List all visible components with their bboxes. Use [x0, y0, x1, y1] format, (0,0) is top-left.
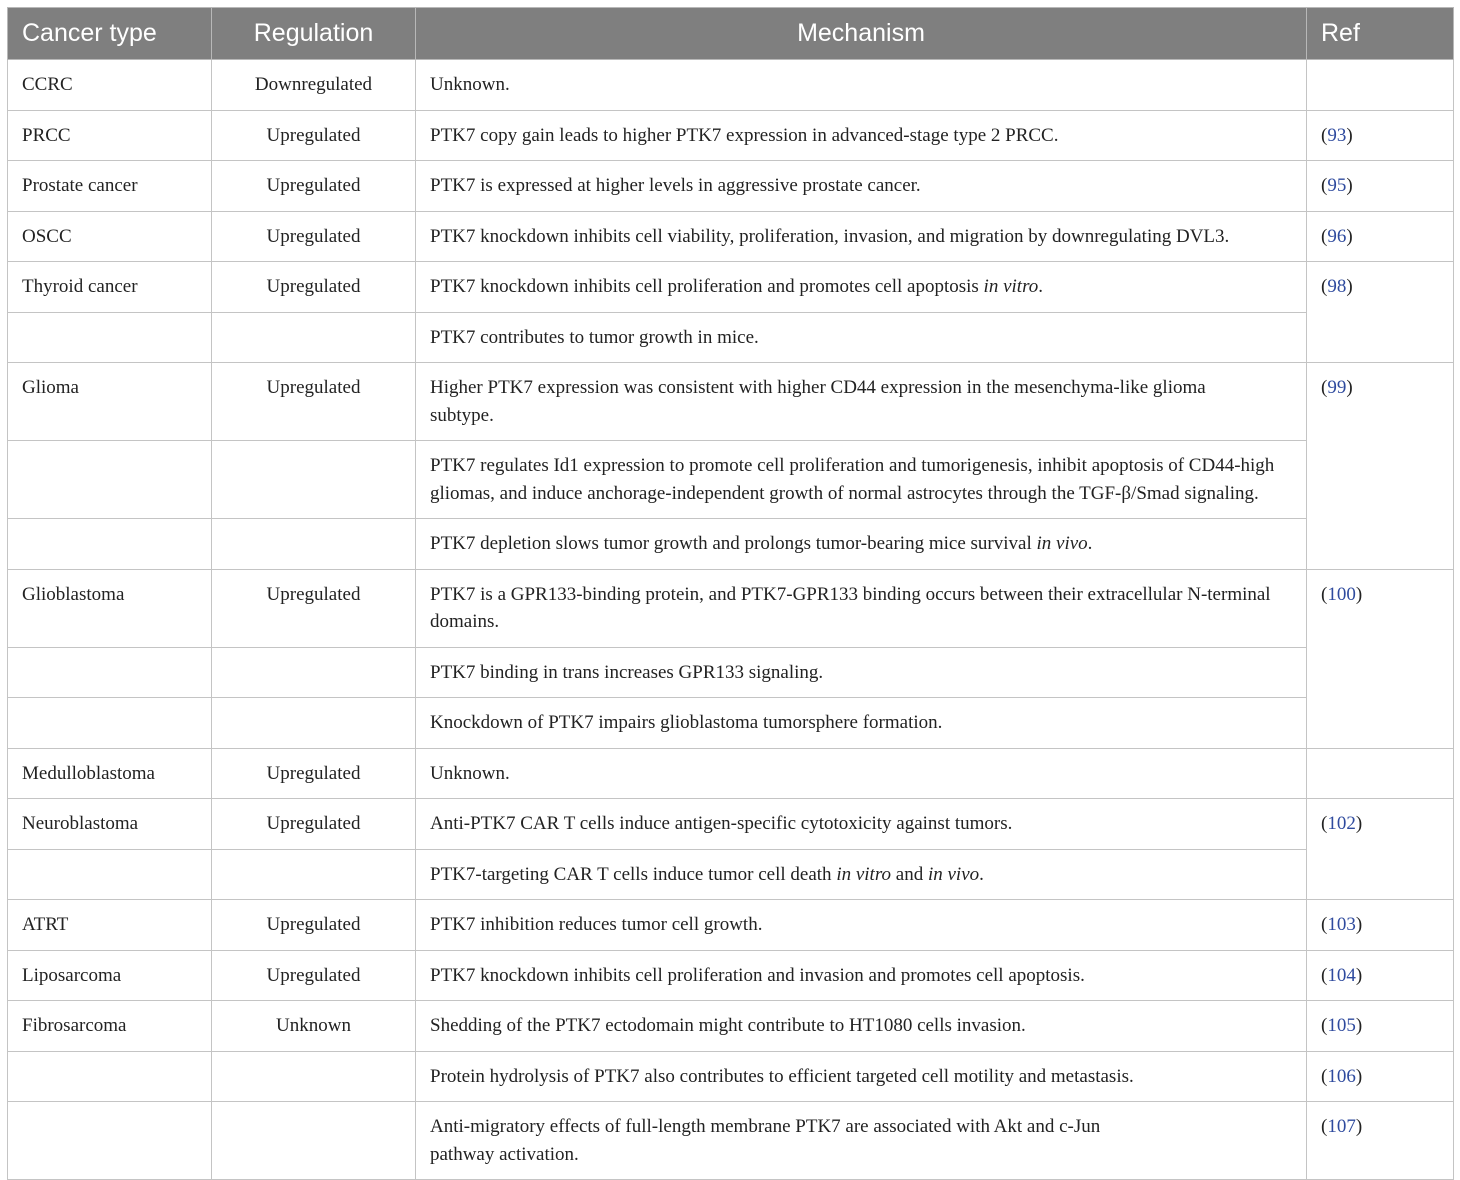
regulation-cell	[212, 441, 416, 519]
table-row	[8, 519, 1454, 570]
mechanism-cell: PTK7 is a GPR133-binding protein, and PTK7-GPR133 binding occurs between their extracellular N-terminal domains.	[416, 569, 1307, 647]
cancer-type-cell: Glioblastoma	[8, 569, 212, 647]
regulation-cell	[212, 698, 416, 749]
mechanism-text: PTK7 depletion slows tumor growth and prolongs tumor-bearing mice survival	[430, 533, 1037, 554]
reference-link[interactable]: 100	[1327, 583, 1356, 605]
ref-cell: (103)	[1307, 900, 1454, 951]
mechanism-cell	[416, 849, 1307, 900]
mechanism-cell: Anti-PTK7 CAR T cells induce antigen-specific cytotoxicity against tumors.	[416, 799, 1307, 850]
mechanism-cell: Shedding of the PTK7 ectodomain might contribute to HT1080 cells invasion.	[416, 1001, 1307, 1052]
cancer-type-cell: ATRT	[8, 900, 212, 951]
table-row	[8, 1001, 1454, 1052]
table-row	[8, 441, 1454, 519]
reference-link[interactable]: 103	[1327, 914, 1356, 935]
regulation-cell	[212, 647, 416, 698]
mechanism-italic: in vivo	[927, 863, 980, 885]
header-ref: Ref	[1307, 8, 1454, 60]
mechanism-text: .	[1038, 276, 1044, 297]
table-row	[8, 799, 1454, 850]
ref-cell: (98)	[1307, 262, 1454, 363]
table-row	[8, 748, 1454, 799]
mechanism-cell: Protein hydrolysis of PTK7 also contributes to efficient targeted cell motility and metastasis.	[416, 1051, 1307, 1102]
mechanism-cell: PTK7 contributes to tumor growth in mice.	[416, 312, 1307, 363]
cancer-type-cell: Glioma	[8, 363, 212, 441]
mechanism-cell: PTK7 inhibition reduces tumor cell growth.	[416, 900, 1307, 951]
regulation-cell: Upregulated	[212, 262, 416, 313]
mechanism-cell: PTK7 knockdown inhibits cell viability, proliferation, invasion, and migration by downregulating DVL3.	[416, 211, 1307, 262]
regulation-cell: Upregulated	[212, 799, 416, 850]
regulation-cell	[212, 1102, 416, 1180]
cancer-type-cell	[8, 1051, 212, 1102]
table-row	[8, 1102, 1454, 1180]
mechanism-cell: PTK7 knockdown inhibits cell proliferation and invasion and promotes cell apoptosis.	[416, 950, 1307, 1001]
regulation-cell: Upregulated	[212, 748, 416, 799]
cancer-type-cell	[8, 1102, 212, 1180]
mechanism-cell: Higher PTK7 expression was consistent with higher CD44 expression in the mesenchyma-like glioma subtype.	[416, 363, 1307, 441]
table-row	[8, 698, 1454, 749]
regulation-cell	[212, 1051, 416, 1102]
mechanism-cell: PTK7 binding in trans increases GPR133 signaling.	[416, 647, 1307, 698]
reference-link[interactable]: 93	[1327, 124, 1347, 146]
cancer-type-cell	[8, 849, 212, 900]
table-row	[8, 900, 1454, 951]
table-row	[8, 262, 1454, 313]
mechanism-cell: PTK7 regulates Id1 expression to promote cell proliferation and tumorigenesis, inhibit apoptosis of CD44-high gliomas, and induce anchorage-independent growth of normal astrocytes through the TGF-β/Smad signaling.	[416, 441, 1307, 519]
mechanism-cell: Unknown.	[416, 748, 1307, 799]
mechanism-italic: in vivo	[1036, 533, 1088, 554]
table-row	[8, 110, 1454, 161]
cancer-type-cell: Neuroblastoma	[8, 799, 212, 850]
regulation-cell	[212, 849, 416, 900]
regulation-cell: Upregulated	[212, 900, 416, 951]
ref-cell: (102)	[1307, 799, 1454, 900]
mechanism-text: and	[891, 863, 928, 885]
ref-cell	[1307, 60, 1454, 111]
cancer-type-cell	[8, 441, 212, 519]
mechanism-cell: Unknown.	[416, 60, 1307, 111]
reference-link[interactable]: 99	[1327, 377, 1347, 398]
mechanism-cell	[416, 519, 1307, 570]
mechanism-italic: in vitro	[836, 863, 892, 885]
regulation-cell	[212, 519, 416, 570]
header-row	[8, 8, 1454, 60]
cancer-type-cell: PRCC	[8, 110, 212, 161]
regulation-cell: Upregulated	[212, 161, 416, 212]
mechanism-text: .	[1087, 533, 1093, 554]
cancer-type-cell	[8, 647, 212, 698]
cancer-type-cell: OSCC	[8, 211, 212, 262]
cancer-type-cell	[8, 698, 212, 749]
table-row	[8, 312, 1454, 363]
ref-cell: (106)	[1307, 1051, 1454, 1102]
table-row	[8, 211, 1454, 262]
mechanism-cell: Anti-migratory effects of full-length membrane PTK7 are associated with Akt and c-Jun pathway activation.	[416, 1102, 1307, 1180]
ref-cell: (100)	[1307, 569, 1454, 748]
regulation-cell	[212, 312, 416, 363]
table-row	[8, 569, 1454, 647]
regulation-cell: Upregulated	[212, 363, 416, 441]
cancer-type-cell: Medulloblastoma	[8, 748, 212, 799]
cancer-type-cell: Liposarcoma	[8, 950, 212, 1001]
ref-cell	[1307, 748, 1454, 799]
cancer-type-cell: Fibrosarcoma	[8, 1001, 212, 1052]
mechanism-italic: in vitro	[983, 276, 1039, 297]
ref-cell: (105)	[1307, 1001, 1454, 1052]
mechanism-cell: PTK7 copy gain leads to higher PTK7 expression in advanced-stage type 2 PRCC.	[416, 110, 1307, 161]
cancer-type-cell: CCRC	[8, 60, 212, 111]
regulation-cell: Unknown	[212, 1001, 416, 1052]
cancer-type-cell	[8, 312, 212, 363]
table-row	[8, 363, 1454, 441]
header-cancer-type: Cancer type	[8, 8, 212, 60]
mechanism-text: .	[979, 863, 984, 885]
ref-cell: (95)	[1307, 161, 1454, 212]
cancer-type-cell: Prostate cancer	[8, 161, 212, 212]
mechanism-cell: Knockdown of PTK7 impairs glioblastoma tumorsphere formation.	[416, 698, 1307, 749]
table-row	[8, 849, 1454, 900]
reference-link[interactable]: 102	[1327, 813, 1356, 834]
reference-link[interactable]: 98	[1327, 276, 1347, 297]
regulation-cell: Downregulated	[212, 60, 416, 111]
regulation-cell: Upregulated	[212, 110, 416, 161]
regulation-cell: Upregulated	[212, 569, 416, 647]
ref-cell: (107)	[1307, 1102, 1454, 1180]
cancer-type-cell	[8, 519, 212, 570]
cancer-type-cell: Thyroid cancer	[8, 262, 212, 313]
ref-cell: (93)	[1307, 110, 1454, 161]
header-regulation: Regulation	[212, 8, 416, 60]
regulation-cell: Upregulated	[212, 950, 416, 1001]
header-mechanism: Mechanism	[416, 8, 1307, 60]
reference-link[interactable]: 96	[1327, 225, 1347, 247]
mechanism-cell	[416, 262, 1307, 313]
ref-cell: (104)	[1307, 950, 1454, 1001]
reference-link[interactable]: 104	[1327, 964, 1356, 986]
table-row	[8, 950, 1454, 1001]
regulation-cell: Upregulated	[212, 211, 416, 262]
reference-link[interactable]: 107	[1327, 1116, 1356, 1137]
mechanism-text: PTK7-targeting CAR T cells induce tumor cell death	[430, 863, 837, 885]
table-row	[8, 1051, 1454, 1102]
ptk7-cancer-table	[7, 7, 1454, 1180]
reference-link[interactable]: 105	[1327, 1015, 1356, 1036]
table-row	[8, 647, 1454, 698]
reference-link[interactable]: 95	[1327, 175, 1347, 196]
reference-link[interactable]: 106	[1327, 1065, 1356, 1087]
mechanism-cell: PTK7 is expressed at higher levels in aggressive prostate cancer.	[416, 161, 1307, 212]
table-row	[8, 60, 1454, 111]
ref-cell: (99)	[1307, 363, 1454, 570]
table-row	[8, 161, 1454, 212]
ref-cell: (96)	[1307, 211, 1454, 262]
mechanism-text: PTK7 knockdown inhibits cell proliferation and promotes cell apoptosis	[430, 276, 984, 297]
